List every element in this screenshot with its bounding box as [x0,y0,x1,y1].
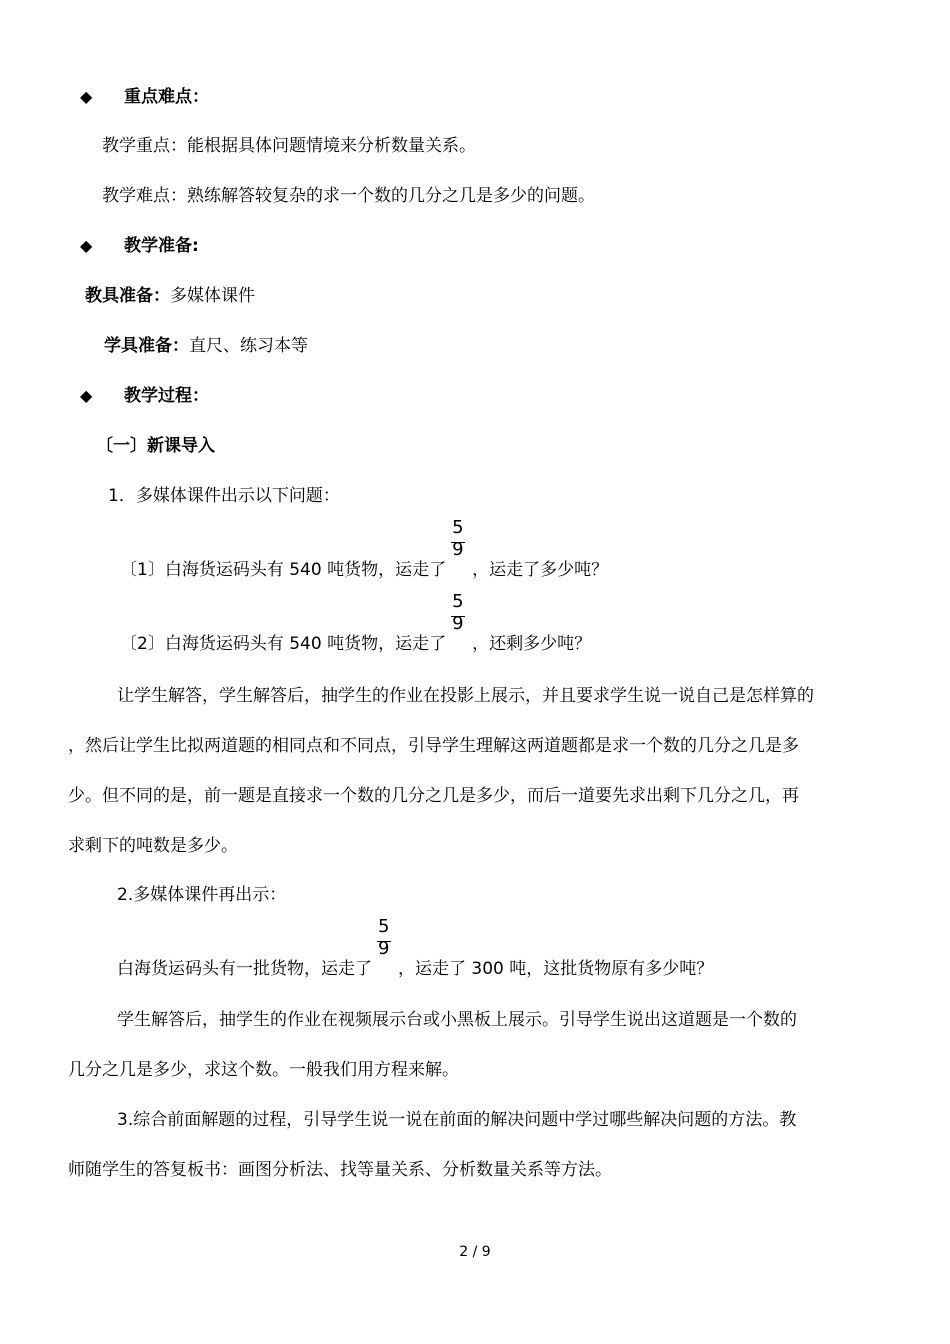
text-question-3 [117,916,714,981]
fraction-numerator: 5 [378,916,390,937]
heading-key-points: 重点难点： [124,87,209,107]
text-student-prep [104,334,308,358]
paragraph-1-line-3: 少。但不同的是，前一题是直接求一个数的几分之几是多少，而后一道要先求出剩下几分之几，再 [68,786,799,806]
bullet-diamond-icon: ◆ [80,386,93,405]
paragraph-2-line-2: 几分之几是多少，求这个数。一般我们用方程来解。 [68,1060,459,1080]
text-key-point: 教学重点：能根据具体问题情境来分析数量关系。 [102,136,476,156]
value-tool-prep: 多媒体课件 [170,286,255,306]
bullet-diamond-icon: ◆ [80,236,93,255]
question-3-after: ，运走了 300 吨，这批货物原有多少吨？ [398,959,714,979]
text-step1: 1．多媒体课件出示以下问题： [108,486,340,506]
text-step2: 2.多媒体课件再出示： [117,885,287,905]
value-student-prep: 直尺、练习本等 [189,336,308,356]
fraction-five-ninths [450,517,468,575]
heading-intro: 〔一〕新课导入 [96,436,215,456]
text-difficulty: 教学难点：熟练解答较复杂的求一个数的几分之几是多少的问题。 [102,186,595,206]
text-question-2 [120,591,592,656]
question-1-before: 〔1〕白海货运码头有 540 吨货物，运走了 [120,560,447,580]
fraction-five-ninths [376,916,394,974]
fraction-denominator: 9 [452,539,464,560]
paragraph-1-line-1: 让学生解答，学生解答后，抽学生的作业在投影上展示，并且要求学生说一说自己是怎样算的 [117,686,814,706]
paragraph-3-line-1: 3.综合前面解题的过程，引导学生说一说在前面的解决问题中学过哪些解决问题的方法。教 [117,1110,797,1130]
heading-preparation: 教学准备: [124,236,199,256]
label-student-prep: 学具准备： [104,336,189,356]
text-tool-prep [85,284,255,308]
label-tool-prep: 教具准备： [85,286,170,306]
page-number: 2 / 9 [459,1244,491,1260]
question-2-before: 〔2〕白海货运码头有 540 吨货物，运走了 [120,634,447,654]
question-2-after: ，还剩多少吨？ [472,634,592,654]
text-question-1 [120,517,609,582]
fraction-denominator: 9 [378,938,390,959]
fraction-numerator: 5 [452,591,464,612]
paragraph-1-line-4: 求剩下的吨数是多少。 [68,836,238,856]
question-3-before: 白海货运码头有一批货物，运走了 [117,959,372,979]
heading-process: 教学过程： [124,386,209,406]
question-1-after: ，运走了多少吨？ [472,560,609,580]
fraction-denominator: 9 [452,613,464,634]
paragraph-2-line-1: 学生解答后，抽学生的作业在视频展示台或小黑板上展示。引导学生说出这道题是一个数的 [117,1010,797,1030]
fraction-numerator: 5 [452,517,464,538]
paragraph-3-line-2: 师随学生的答复板书：画图分析法、找等量关系、分析数量关系等方法。 [68,1160,612,1180]
paragraph-1-line-2: ，然后让学生比拟两道题的相同点和不同点，引导学生理解这两道题都是求一个数的几分之几是多 [68,736,799,756]
bullet-diamond-icon: ◆ [80,87,93,106]
fraction-five-ninths [450,591,468,649]
